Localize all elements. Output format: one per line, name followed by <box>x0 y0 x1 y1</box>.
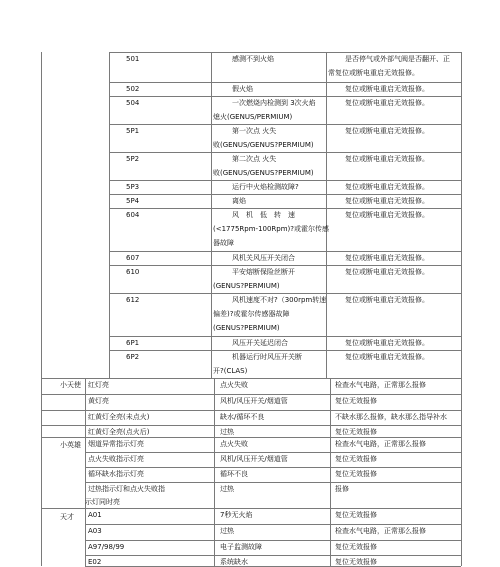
fault-description: 器故障 <box>213 239 234 247</box>
fault-description: 机器运行时风压开关断 <box>232 353 302 361</box>
fault-remedy: 检查水气电路，正常那么报修 <box>335 440 426 448</box>
fault-remedy: 常复位或断电重启无效报修。 <box>328 69 419 77</box>
brand-label-tiancai: 天才 <box>60 513 74 521</box>
fault-description: 风机速度不对?（300rpm转速 <box>232 296 327 304</box>
fault-description: (GENUS?PERMIUM) <box>213 324 280 332</box>
indicator-symptom: 红黄灯全亮(点火后) <box>88 428 150 436</box>
fault-cause: 电子监测故障 <box>220 543 262 551</box>
fault-code: 5P3 <box>126 183 140 191</box>
table-rule <box>326 52 327 378</box>
fault-description: 平安熔断保险丝断开 <box>232 268 295 276</box>
table-rule <box>85 555 461 556</box>
table-rule <box>41 378 461 379</box>
table-rule <box>85 378 86 566</box>
fault-remedy: 报修 <box>335 485 349 493</box>
table-rule <box>211 52 212 378</box>
table-rule <box>85 452 461 453</box>
table-rule <box>109 180 461 181</box>
fault-description: 感测不到火焰 <box>232 55 274 63</box>
fault-description: (<1775Rpm-100Rpm)?或霍尔传感 <box>213 225 329 233</box>
indicator-symptom: 红黄灯全亮(未点火) <box>88 413 150 421</box>
indicator-symptom: 黄灯亮 <box>88 397 109 405</box>
fault-description: 离焰 <box>232 197 246 205</box>
table-rule <box>41 52 42 566</box>
fault-description: 假火焰 <box>232 85 253 93</box>
fault-cause: 7秒无火焰 <box>220 511 253 519</box>
fault-description: 风 机 低 转 速 <box>232 211 295 219</box>
fault-remedy: 复位或断电重启无效报修。 <box>345 296 429 304</box>
indicator-symptom: 示灯同时亮 <box>85 498 120 506</box>
table-rule <box>109 96 461 97</box>
fault-cause: 风机/风压开关/烟道管 <box>220 455 288 463</box>
fault-remedy: 复位无效报修 <box>335 397 377 405</box>
fault-remedy: 复位或断电重启无效报修。 <box>345 197 429 205</box>
fault-cause: 过热 <box>220 428 234 436</box>
fault-remedy: 复位或断电重启无效报修。 <box>345 353 429 361</box>
fault-remedy: 复位或断电重启无效报修。 <box>345 268 429 276</box>
fault-code: 502 <box>126 85 140 93</box>
fault-remedy: 检查水气电路，正常那么报修 <box>335 527 426 535</box>
fault-description: 一次燃烧内检测到 3次火焰 <box>232 99 316 107</box>
fault-code: 5P2 <box>126 155 140 163</box>
table-rule <box>109 194 461 195</box>
table-rule <box>85 524 461 525</box>
table-rule <box>109 208 461 209</box>
fault-code: A03 <box>88 527 102 535</box>
brand-label-xiaotianshi: 小天使 <box>60 381 81 389</box>
fault-description: 风压开关延迟闭合 <box>232 339 288 347</box>
fault-code: 5P4 <box>126 197 140 205</box>
fault-code: A01 <box>88 511 102 519</box>
indicator-symptom: 点火失败指示灯亮 <box>88 455 144 463</box>
table-rule <box>85 437 461 438</box>
fault-remedy: 复位无效报修 <box>335 558 377 566</box>
fault-code: 612 <box>126 296 140 304</box>
fault-remedy: 复位或断电重启无效报修。 <box>345 99 429 107</box>
fault-cause: 过热 <box>220 485 234 493</box>
fault-code: 6P2 <box>126 353 140 361</box>
fault-description: 第二次点 火失 <box>232 155 277 163</box>
fault-code: E02 <box>88 558 102 566</box>
table-rule <box>461 52 462 378</box>
table-rule <box>41 425 461 426</box>
table-rule <box>109 124 461 125</box>
fault-cause: 过热 <box>220 527 234 535</box>
table-rule <box>109 293 461 294</box>
table-rule <box>109 336 461 337</box>
fault-remedy: 复位或断电重启无效报修。 <box>345 211 429 219</box>
fault-remedy: 复位或断电重启无效报修。 <box>345 155 429 163</box>
fault-code: 610 <box>126 268 140 276</box>
fault-remedy: 复位无效报修 <box>335 455 377 463</box>
table-rule <box>85 482 461 483</box>
fault-description: 运行中火焰检测故障? <box>232 183 299 191</box>
fault-remedy: 复位或断电重启无效报修。 <box>345 339 429 347</box>
fault-code: 504 <box>126 99 140 107</box>
fault-code: 6P1 <box>126 339 140 347</box>
table-rule <box>85 508 461 509</box>
fault-description: 败(GENUS/GENUS?PERMIUM) <box>213 169 314 177</box>
fault-remedy: 复位无效报修 <box>335 543 377 551</box>
fault-code: 607 <box>126 254 140 262</box>
fault-code: 501 <box>126 55 140 63</box>
indicator-symptom: 循环缺水指示灯亮 <box>88 470 144 478</box>
fault-cause: 缺水/循环不良 <box>220 413 265 421</box>
indicator-symptom: 过热指示灯和点火失败指 <box>88 485 165 493</box>
fault-description: 第一次点 火失 <box>232 127 277 135</box>
fault-remedy: 是否停气或外部气阀是否翻开、正 <box>345 55 450 63</box>
fault-description: 熄火(GENUS/PERMIUM) <box>213 113 293 121</box>
table-rule <box>41 394 461 395</box>
brand-label-xiaoyingxiong: 小英雄 <box>60 441 81 449</box>
fault-remedy: 复位无效报修 <box>335 511 377 519</box>
fault-description: 风机关风压开关闭合 <box>232 254 295 262</box>
table-rule <box>41 410 461 411</box>
fault-remedy: 复位或断电重启无效报修。 <box>345 85 429 93</box>
fault-description: 开?(CLAS) <box>213 367 248 375</box>
table-rule <box>109 52 461 53</box>
fault-cause: 点火失败 <box>220 440 248 448</box>
table-rule <box>109 152 461 153</box>
fault-remedy: 复位或断电重启无效报修。 <box>345 254 429 262</box>
fault-code: 5P1 <box>126 127 140 135</box>
table-rule <box>85 467 461 468</box>
fault-remedy: 不缺水那么报修，缺水那么指导补水 <box>335 413 447 421</box>
fault-description: 偏差)?或霍尔传感器故障 <box>213 310 290 318</box>
fault-code: 604 <box>126 211 140 219</box>
table-rule <box>214 378 215 566</box>
fault-remedy: 复位无效报修 <box>335 428 377 436</box>
table-rule <box>330 378 331 566</box>
fault-remedy: 复位无效报修 <box>335 470 377 478</box>
fault-remedy: 复位或断电重启无效报修。 <box>345 183 429 191</box>
fault-remedy: 检查水气电路，正常那么报修 <box>335 381 426 389</box>
fault-cause: 循环不良 <box>220 470 248 478</box>
fault-description: (GENUS?PERMIUM) <box>213 282 280 290</box>
table-rule <box>109 350 461 351</box>
table-rule <box>109 82 461 83</box>
indicator-symptom: 红灯亮 <box>88 381 109 389</box>
fault-remedy: 复位或断电重启无效报修。 <box>345 127 429 135</box>
table-rule <box>109 251 461 252</box>
fault-description: 败(GENUS/GENUS?PERMIUM) <box>213 141 314 149</box>
table-rule <box>461 378 462 566</box>
table-rule <box>109 265 461 266</box>
fault-cause: 风机/风压开关/烟道管 <box>220 397 288 405</box>
fault-code: A97/98/99 <box>88 543 125 551</box>
fault-cause: 系统缺水 <box>220 558 248 566</box>
fault-cause: 点火失败 <box>220 381 248 389</box>
indicator-symptom: 烟道异常指示灯亮 <box>88 440 144 448</box>
table-rule <box>109 52 110 378</box>
table-rule <box>85 540 461 541</box>
